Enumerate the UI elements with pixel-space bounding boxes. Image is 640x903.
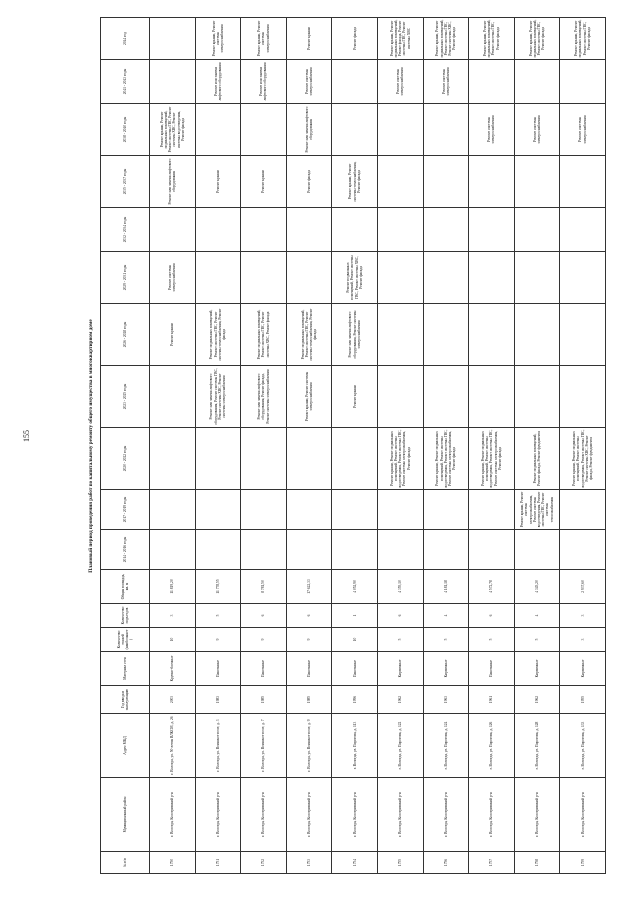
table-row <box>514 18 560 874</box>
table-cell: 1750 <box>150 852 196 874</box>
table-cell <box>469 156 515 208</box>
table-cell <box>469 304 515 366</box>
table-cell: 3 <box>560 628 606 652</box>
table-cell: Панельные <box>332 652 378 686</box>
table-cell <box>150 60 196 104</box>
table-cell: 1 <box>332 604 378 628</box>
table-cell: Ремонт системы электроснабжения <box>423 60 469 104</box>
table-cell: г. Вологда, Кологривский р-н <box>423 778 469 852</box>
table-cell <box>423 366 469 428</box>
table-cell <box>241 428 287 490</box>
table-cell: Ремонт крыши <box>195 156 241 208</box>
table-cell: Ремонт системы электроснабжения <box>469 104 515 156</box>
table-cell <box>423 156 469 208</box>
table-cell: Кирпичные <box>377 652 423 686</box>
table-cell: 11 819,20 <box>150 570 196 604</box>
table-cell: Ремонт подвальных помещений, Ремонт системы ГВС, Ремонт системы теплоснабжения, Ремонт фасада <box>195 304 241 366</box>
table-cell <box>286 208 332 252</box>
table-cell: 1757 <box>469 852 515 874</box>
table-cell: Ремонт или замена лифтового оборудования <box>150 156 196 208</box>
table-cell: 1755 <box>377 852 423 874</box>
table-cell: Кирпичные <box>514 652 560 686</box>
table-cell <box>469 366 515 428</box>
column-header: Муниципальный район <box>101 778 150 852</box>
table-cell: Ремонт или замена лифтового оборудования <box>241 60 287 104</box>
table-cell: Ремонт подвальных помещений, Ремонт системы ГВС, Ремонт системы теплоснабжения, Ремонт фасада <box>286 304 332 366</box>
table-cell <box>332 530 378 570</box>
column-header: 2014 - 2016 годы <box>101 530 150 570</box>
column-header: Адрес МКД <box>101 714 150 778</box>
table-cell: Ремонт крыши <box>241 156 287 208</box>
table-cell <box>195 208 241 252</box>
table-cell <box>241 104 287 156</box>
table-cell: 5 <box>423 628 469 652</box>
table-cell: Ремонт или замена лифтового оборудования, Ремонт системы ГВС, Ремонт системы ХВС, Ремонт системы электроснабжения <box>195 366 241 428</box>
table-cell: 6 <box>469 604 515 628</box>
table-cell: Ремонт системы электроснабжения <box>514 104 560 156</box>
table-cell: 9 <box>241 628 287 652</box>
table-cell: 9 <box>286 628 332 652</box>
table-cell <box>514 304 560 366</box>
table-cell: г. Вологда, ул. Пирогова, д. 126 <box>469 714 515 778</box>
table-cell <box>560 208 606 252</box>
table-cell <box>150 208 196 252</box>
column-header: Год ввода в эксплуатацию <box>101 686 150 714</box>
table-cell: г. Вологда, Кологривский р-н <box>286 778 332 852</box>
table-cell <box>332 60 378 104</box>
table-body <box>150 18 606 874</box>
column-header: 2038 - 2040 годы <box>101 104 150 156</box>
table-cell: Ремонт системы электроснабжения <box>286 60 332 104</box>
table-cell: Ремонт крыши, Ремонт подвальных помещений, Ремонт системы водоотведения, Ремонт системы ГВС, Ремонт системы электроснабжения, Ремонт фасада <box>469 428 515 490</box>
table-cell: 2 937,60 <box>560 570 606 604</box>
table-cell: 5 <box>377 628 423 652</box>
table-cell: Ремонт или замена лифтового оборудования, Ремонт системы электроснабжения <box>332 304 378 366</box>
table-cell: 4 <box>514 604 560 628</box>
table-cell: 4 181,18 <box>423 570 469 604</box>
table-cell <box>514 208 560 252</box>
table-cell: г. Вологда, ул. Воинское поле, д. 9 <box>286 714 332 778</box>
table-cell: Ремонт крыши, Ремонт подвальных помещений, Ремонт фасада, Ремонт системы ГВС, Ремонт системы ХВС <box>377 18 423 60</box>
table-cell: 1961 <box>469 686 515 714</box>
table-cell: 5 <box>195 604 241 628</box>
table-cell <box>377 156 423 208</box>
table-cell: 1962 <box>377 686 423 714</box>
table-cell <box>195 252 241 304</box>
document-title: Плановый период проведения работ по капитальному ремонту общего имущества в многоквартирном доме <box>88 319 94 573</box>
table-cell: 5 <box>514 628 560 652</box>
table-cell: Ремонт или замена лифтового оборудования <box>195 60 241 104</box>
table-cell: г. Вологда, Кологривский р-н <box>560 778 606 852</box>
table-cell <box>469 60 515 104</box>
column-header: 2041 - 2043 годы <box>101 60 150 104</box>
table-cell: г. Вологда, ул. Пирогова, д. 128 <box>514 714 560 778</box>
table-row <box>150 18 196 874</box>
table-cell: Ремонт крыши, Ремонт подвальных помещений, Ремонт системы ГВС, Ремонт системы ХВС, Ремонт фасада <box>423 18 469 60</box>
table-cell: Ремонт крыши, Ремонт подвальных помещений, Ремонт системы водоотведения, Ремонт системы ГВС, Ремонт системы ХВС, Ремонт фасада, Ремонт фундамента <box>560 428 606 490</box>
table-cell: Ремонт крыши <box>332 366 378 428</box>
table-cell: Ремонт фасада <box>332 18 378 60</box>
table-cell <box>241 252 287 304</box>
table-cell: г. Вологда, Кологривский р-н <box>377 778 423 852</box>
table-cell <box>286 252 332 304</box>
table-cell: 1955 <box>560 686 606 714</box>
table-cell <box>514 366 560 428</box>
table-cell: 1754 <box>332 852 378 874</box>
column-header: 2029 - 2031 годы <box>101 252 150 304</box>
table-cell <box>377 104 423 156</box>
table-cell <box>286 490 332 530</box>
table-cell: Ремонт крыши, Ремонт системы теплоснабжения, Ремонт фасада <box>332 156 378 208</box>
table-cell: Ремонт крыши, Ремонт системы электроснабжения <box>241 18 287 60</box>
table-cell <box>150 490 196 530</box>
table-cell <box>150 366 196 428</box>
table-cell <box>469 252 515 304</box>
table-cell <box>560 304 606 366</box>
table-cell: Ремонт крыши, Ремонт подвальных помещений, Ремонт системы водоотведения, Ремонт системы ГВС, Ремонт системы электроснабжения, Ремонт фасада <box>423 428 469 490</box>
table-cell: 4 052,90 <box>332 570 378 604</box>
repair-schedule-table <box>100 17 606 874</box>
table-cell: 2003 <box>150 686 196 714</box>
table-cell: г. Вологда, ул. Пирогова, д. 122 <box>377 714 423 778</box>
table-cell <box>423 490 469 530</box>
table-cell: 6 <box>241 604 287 628</box>
table-row <box>241 18 287 874</box>
table-cell: г. Вологда, ул. Пирогова, д. 113 <box>332 714 378 778</box>
table-cell <box>423 104 469 156</box>
page-number: 155 <box>22 430 31 442</box>
table-cell: Ремонт системы электроснабжения <box>150 252 196 304</box>
table-cell: Ремонт крыши, Ремонт подвальных помещений, Ремонт системы ГВС, Ремонт фасада <box>514 18 560 60</box>
table-cell: 4 345,20 <box>514 570 560 604</box>
column-header: Общая площадь, кв. м <box>101 570 150 604</box>
table-cell: 1752 <box>241 852 287 874</box>
table-cell: Панельные <box>241 652 287 686</box>
column-header: 2020 - 2022 годы <box>101 428 150 490</box>
table-cell: Ремонт системы электроснабжения <box>560 104 606 156</box>
table-cell: Ремонт крыши, Ремонт подвальных помещений, Ремонт системы водоотведения, Ремонт системы ГВС, Ремонт системы электроснабжения, Ремонт фасада <box>377 428 423 490</box>
table-cell: г. Вологда, ул. Пирогова, д. 124 <box>423 714 469 778</box>
table-cell <box>377 252 423 304</box>
table-cell: Панельные <box>286 652 332 686</box>
table-cell <box>332 490 378 530</box>
table-cell <box>332 208 378 252</box>
table-cell: Ремонт крыши, Ремонт подвальных помещений, Ремонт системы ГВС, Ремонт системы ХВС, Ремонт системы водоотведения, Ремонт фасада <box>150 104 196 156</box>
table-cell <box>469 208 515 252</box>
table-cell: 1756 <box>423 852 469 874</box>
table-cell: г. Вологда, ул. Воинское поле, д. 7 <box>241 714 287 778</box>
table-cell: 6 <box>286 604 332 628</box>
table-cell: Ремонт крыши, Ремонт системы электроснабжения <box>195 18 241 60</box>
table-cell <box>195 428 241 490</box>
table-cell: Ремонт или замена лифтового оборудования <box>286 104 332 156</box>
column-header: 2035 - 2037 годы <box>101 156 150 208</box>
table-cell: г. Вологда, Кологривский р-н <box>195 778 241 852</box>
table-cell: г. Вологда, Кологривский р-н <box>332 778 378 852</box>
table-cell <box>469 490 515 530</box>
table-cell: Ремонт системы электроснабжения <box>377 60 423 104</box>
table-cell <box>195 104 241 156</box>
table-cell: 1985 <box>286 686 332 714</box>
table-header <box>101 18 150 874</box>
table-cell: г. Вологда, ул. Пирогова, д. 133 <box>560 714 606 778</box>
table-cell <box>377 304 423 366</box>
table-cell <box>560 530 606 570</box>
table-cell <box>423 208 469 252</box>
table-cell: 4 572,78 <box>469 570 515 604</box>
table-row <box>560 18 606 874</box>
table-cell <box>514 252 560 304</box>
table-cell <box>377 366 423 428</box>
table-cell: 1758 <box>514 852 560 874</box>
column-header: 2023 - 2025 годы <box>101 366 150 428</box>
table-cell: 5 <box>469 628 515 652</box>
table-cell: Ремонт подвальных помещений, Ремонт системы ГВС, Ремонт системы ХВС, Ремонт фасада <box>332 252 378 304</box>
table-cell: г. Вологда, Кологривский р-н <box>241 778 287 852</box>
table-cell <box>286 530 332 570</box>
table-cell: Кирпичные <box>423 652 469 686</box>
table-cell: 17 622,33 <box>286 570 332 604</box>
table-row <box>423 18 469 874</box>
table-cell: Ремонт крыши <box>286 18 332 60</box>
table-cell <box>560 156 606 208</box>
table-cell: 1751 <box>195 852 241 874</box>
column-header: 2032 - 2034 годы <box>101 208 150 252</box>
column-header: Количество этажей (наибольшее) <box>101 628 150 652</box>
column-header: Количество подъездов <box>101 604 150 628</box>
table-cell <box>241 530 287 570</box>
table-cell: Ремонт фасада <box>286 156 332 208</box>
table-cell: Панельные <box>195 652 241 686</box>
table-cell: Ремонт подвальных помещений, Ремонт фасада, Ремонт фундамента <box>514 428 560 490</box>
table-cell: 10 <box>150 628 196 652</box>
column-header: Материал стен <box>101 652 150 686</box>
table-cell: 4 <box>423 604 469 628</box>
column-header: 2017 - 2019 годы <box>101 490 150 530</box>
table-cell: 4 355,10 <box>377 570 423 604</box>
table-cell: 1983 <box>195 686 241 714</box>
table-cell: Панельные <box>469 652 515 686</box>
column-header: 2044 год <box>101 18 150 60</box>
table-cell: Ремонт крыши, Ремонт системы электроснабжения, Ремонт системы водоотведения, Ремонт системы ГВС, Ремонт системы теплоснабжения <box>514 490 560 530</box>
table-cell: 1985 <box>241 686 287 714</box>
table-cell <box>469 530 515 570</box>
table-cell <box>241 208 287 252</box>
column-header: № п/п <box>101 852 150 874</box>
table-cell <box>241 490 287 530</box>
table-cell: Кирпичные <box>560 652 606 686</box>
table-cell <box>377 530 423 570</box>
table-cell: г. Вологда, ул. Воинское поле, д. 3 <box>195 714 241 778</box>
table-cell: 3 <box>560 604 606 628</box>
table-cell: 1753 <box>286 852 332 874</box>
table-cell <box>514 156 560 208</box>
table-cell <box>195 530 241 570</box>
table-cell: Крупно-блочные <box>150 652 196 686</box>
table-cell: 1962 <box>514 686 560 714</box>
table-row <box>469 18 515 874</box>
table-cell: Ремонт крыши, Ремонт подвальных помещений, Ремонт системы ГВС, Ремонт фасада <box>469 18 515 60</box>
table-cell <box>514 530 560 570</box>
table-cell: Ремонт или замена лифтового оборудования, Ремонт фасада, Ремонт системы электроснабжения <box>241 366 287 428</box>
table-cell: Ремонт крыши, Ремонт подвальных помещений, Ремонт системы ГВС, Ремонт фасада <box>560 18 606 60</box>
table-cell: 1759 <box>560 852 606 874</box>
table-cell <box>195 490 241 530</box>
table-cell: 6 <box>377 604 423 628</box>
table-cell: г. Вологда, Кологривский р-н <box>514 778 560 852</box>
table-cell <box>150 530 196 570</box>
table-cell: 9 <box>195 628 241 652</box>
table-cell <box>332 104 378 156</box>
table-row <box>377 18 423 874</box>
table-cell <box>560 366 606 428</box>
table-cell <box>377 208 423 252</box>
table-row <box>332 18 378 874</box>
table-cell: Ремонт крыши, Ремонт системы электроснабжения <box>286 366 332 428</box>
table-cell <box>560 60 606 104</box>
table-cell <box>560 252 606 304</box>
table-cell: Ремонт подвальных помещений, Ремонт системы ГВС, Ремонт системы ХВС, Ремонт фасада <box>241 304 287 366</box>
table-cell <box>423 530 469 570</box>
table-cell: г. Вологда, Кологривский р-н <box>150 778 196 852</box>
table-cell: 8 781,50 <box>241 570 287 604</box>
table-cell: 10 <box>332 628 378 652</box>
table-cell <box>150 428 196 490</box>
column-header: 2026 - 2028 годы <box>101 304 150 366</box>
table-cell: г. Вологда, Кологривский р-н <box>469 778 515 852</box>
table-cell <box>150 18 196 60</box>
table-row <box>286 18 332 874</box>
table-row <box>195 18 241 874</box>
table-cell <box>560 490 606 530</box>
table-cell <box>514 60 560 104</box>
table-cell: г. Вологда, ул. 50-летия ВЛКСМ, д. 26 <box>150 714 196 778</box>
table-cell <box>332 428 378 490</box>
table-cell <box>286 428 332 490</box>
table-cell: 11 778,55 <box>195 570 241 604</box>
table-cell: 1996 <box>332 686 378 714</box>
table-cell <box>423 304 469 366</box>
table-cell <box>423 252 469 304</box>
table-cell: 3 <box>150 604 196 628</box>
rotated-page <box>82 18 614 874</box>
table-cell <box>377 490 423 530</box>
table-cell: Ремонт крыши <box>150 304 196 366</box>
table-cell: 1963 <box>423 686 469 714</box>
